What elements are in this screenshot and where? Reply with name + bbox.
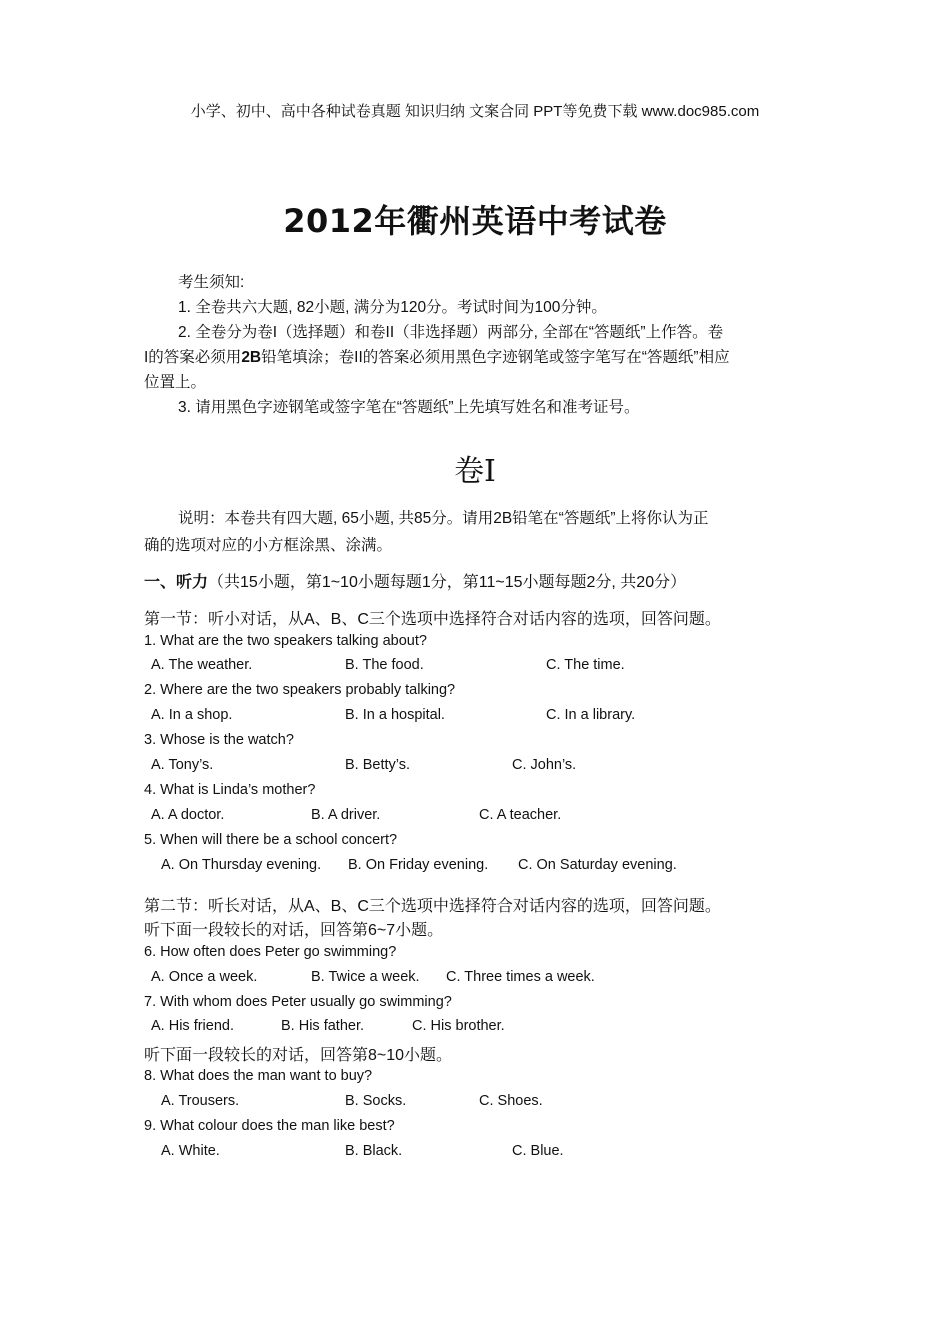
question-4-option-c: C. A teacher.	[479, 807, 562, 823]
notice-item-2-line-2	[144, 345, 730, 370]
question-3-option-a: A. Tony’s.	[151, 757, 214, 773]
question-4-option-a: A. A doctor.	[151, 807, 225, 823]
question-7-option-c: C. His brother.	[412, 1018, 505, 1034]
section-2-intro-1: 听下面一段较长的对话，回答第6~7小题。	[144, 922, 444, 939]
notice-item-2-line-1: 2. 全卷分为卷I（选择题）和卷II（非选择题）两部分, 全部在“答题纸”上作答。卷	[178, 324, 724, 341]
question-1-option-b: B. The food.	[345, 657, 424, 673]
notice-item-2-line-3: 位置上。	[144, 374, 207, 391]
question-8-option-a: A. Trousers.	[161, 1093, 240, 1109]
question-4-option-b: B. A driver.	[311, 807, 381, 823]
page-header: 小学、初中、高中各种试卷真题 知识归纳 文案合同 PPT等免费下载 www.doc985.com	[190, 103, 760, 120]
question-1-option-c: C. The time.	[546, 657, 625, 673]
notice-item-1: 1. 全卷共六大题, 82小题, 满分为120分。考试时间为100分钟。	[178, 299, 607, 316]
notice-item-2-text-b: 铅笔填涂；卷II的答案必须用黑色字迹钢笔或签字笔写在“答题纸”相应	[261, 349, 730, 366]
question-2: 2. Where are the two speakers probably talking?	[144, 682, 456, 698]
notice-heading: 考生须知:	[178, 274, 245, 291]
question-9-option-c: C. Blue.	[512, 1143, 564, 1159]
question-3-option-b: B. Betty’s.	[345, 757, 411, 773]
question-7: 7. With whom does Peter usually go swimming?	[144, 994, 452, 1010]
question-8-option-b: B. Socks.	[345, 1093, 407, 1109]
question-4: 4. What is Linda’s mother?	[144, 782, 316, 798]
question-5-option-b: B. On Friday evening.	[348, 857, 489, 873]
question-6-option-c: C. Three times a week.	[446, 969, 595, 985]
question-9-option-a: A. White.	[161, 1143, 220, 1159]
question-2-option-a: A. In a shop.	[151, 707, 233, 723]
question-5-option-a: A. On Thursday evening.	[161, 857, 322, 873]
notice-item-2-text-a: I的答案必须用	[144, 349, 242, 366]
notice-item-3: 3. 请用黑色字迹钢笔或签字笔在“答题纸”上先填写姓名和准考证号。	[178, 399, 640, 416]
notice-item-2-bold: 2B	[241, 349, 262, 366]
part-1-subtitle: （共15小题，第1~10小题每题1分，第11~15小题每题2分, 共20分）	[208, 574, 687, 591]
question-1: 1. What are the two speakers talking about?	[144, 633, 427, 649]
part-1-title: 一、听力	[144, 574, 209, 591]
question-9: 9. What colour does the man like best?	[144, 1118, 395, 1134]
question-5-option-c: C. On Saturday evening.	[518, 857, 677, 873]
part-1-heading	[144, 569, 686, 592]
question-8: 8. What does the man want to buy?	[144, 1068, 373, 1084]
question-5: 5. When will there be a school concert?	[144, 832, 398, 848]
section-1-title: 第一节：听小对话，从A、B、C三个选项中选择符合对话内容的选项，回答问题。	[144, 611, 721, 628]
instruction-line-2: 确的选项对应的小方框涂黑、涂满。	[144, 537, 393, 554]
question-8-option-c: C. Shoes.	[479, 1093, 543, 1109]
question-6-option-b: B. Twice a week.	[311, 969, 420, 985]
question-2-option-c: C. In a library.	[546, 707, 636, 723]
question-3: 3. Whose is the watch?	[144, 732, 294, 748]
section-2-intro-2: 听下面一段较长的对话，回答第8~10小题。	[144, 1047, 453, 1064]
question-6-option-a: A. Once a week.	[151, 969, 258, 985]
question-1-option-a: A. The weather.	[151, 657, 253, 673]
question-7-option-b: B. His father.	[281, 1018, 365, 1034]
exam-title: 2012年衢州英语中考试卷	[283, 202, 667, 240]
question-9-option-b: B. Black.	[345, 1143, 403, 1159]
question-3-option-c: C. John’s.	[512, 757, 577, 773]
section-2-title: 第二节：听长对话，从A、B、C三个选项中选择符合对话内容的选项，回答问题。	[144, 898, 721, 915]
question-6: 6. How often does Peter go swimming?	[144, 944, 397, 960]
question-2-option-b: B. In a hospital.	[345, 707, 445, 723]
instruction-line-1: 说明：本卷共有四大题, 65小题, 共85分。请用2B铅笔在“答题纸”上将你认为正	[178, 510, 709, 527]
volume-title: 卷I	[454, 454, 496, 489]
question-7-option-a: A. His friend.	[151, 1018, 234, 1034]
